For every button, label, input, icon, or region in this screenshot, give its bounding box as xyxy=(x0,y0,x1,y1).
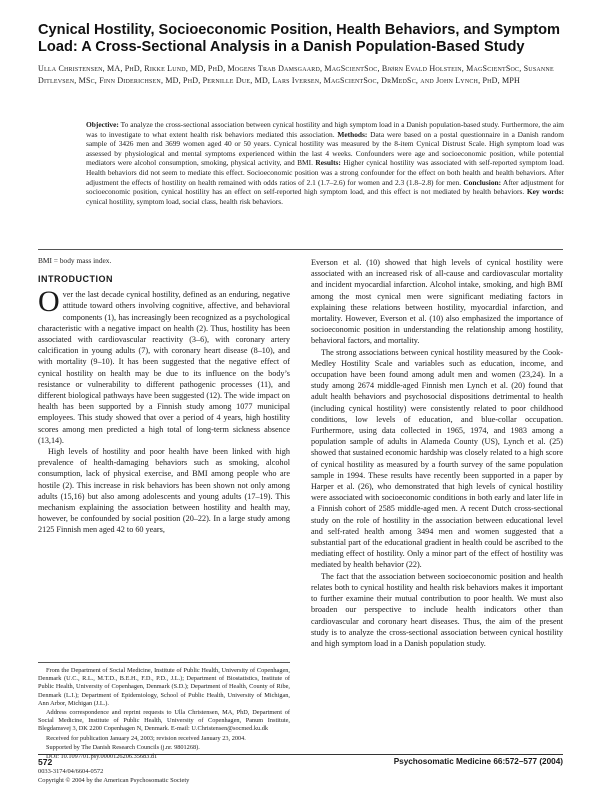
intro-paragraph-1-text: ver the last decade cynical hostility, defined as an enduring, negative attitude toward others involving cognitive, affective, and behavioral components (1), has increasingly been recognized as a psychological characteristic with a negative impact on health (2). Thus, hostility has been associated with cardiovascular reactivity (3–6), with coronary artery calcification in young adults (7), with coronary heart disease (8–10), and with mortality (9–10). It has been suggested that the negative effect of cynical hostility on health may be due to its influence on the body’s resistance or vulnerability to different pathogenic processes (11), and different biological pathways have been suggested (12). The wide impact on health has been supported by a Finnish study among 1077 municipal employees. This study showed that over a period of 4 years, high hostility scores among men predicted a high total of long-term sickness absence (13,14). xyxy=(38,290,290,445)
left-column xyxy=(38,270,290,536)
paper-title: Cynical Hostility, Socioeconomic Position, Health Behaviors, and Symptom Load: A Cross-Sectional Analysis in a Danish Population-Based Study xyxy=(38,22,560,55)
journal-citation: Psychosomatic Medicine 66:572–577 (2004) xyxy=(393,757,563,766)
page-number: 572 xyxy=(38,757,53,767)
right-paragraph-1: Everson et al. (10) showed that high levels of cynical hostility were associated with an increased risk of all-cause and cardiovascular mortality and incident myocardial infarction. Alcohol intake, smoking, and high BMI among the most cynical men were significant mediating factors in explaining these relations between hostility, myocardial infarction, and mortality. However, Everson et al. (10) also emphasized the importance of socioeconomic position in understanding the relationship among hostility, behavioral factors, and mortality. xyxy=(311,258,563,346)
abstract-conclusion-label: Conclusion: xyxy=(463,177,502,187)
intro-paragraph-2: High levels of hostility and poor health have been linked with high prevalence of health-damaging behaviors such as smoking, alcohol consumption, lack of physical exercise, and BMI among people who are hostile (2). This increase in risk behaviors has been shown not only among adults (15,16) but also among adolescents and young adults (17–19). This mechanism explaining the association between hostility and health may, however, be confounded by social position (20–22). In a large study among 2125 Finnish men aged 42 to 60 years, xyxy=(38,447,290,535)
author-list: Ulla Christensen, MA, PhD, Rikke Lund, MD, PhD, Mogens Trab Damsgaard, MagScientSoc, Bjørn Evald Holstein, MagScientSoc, Susanne Ditlevsen, MSc, Finn Diderichsen, MD, PhD, Pernille Due, MD, Lars Iversen, MagScientSoc, DrMedSc, and John Lynch, PhD, MPH xyxy=(38,64,554,85)
right-paragraph-3: The fact that the association between socioeconomic position and health relates both to cynical hostility and health risk behaviors makes it important to further examine their mutual contribution to poor health. We must also broaden our perspective to include health indicators other than cardiovascular and coronary heart diseases. Thus, the aim of the present study is to analyze the cross-sectional association between cynical hostility and high symptom load in a Danish population study. xyxy=(311,571,563,648)
copyright: Copyright © 2004 by the American Psychosomatic Society xyxy=(38,777,190,784)
footnote-received: Received for publication January 24, 2003; revision received January 23, 2004. xyxy=(46,734,246,742)
drop-cap: O xyxy=(38,285,60,319)
footnote-correspondence: Address correspondence and reprint requests to Ulla Christensen, MA, PhD, Department of Social Medicine, Institute of Public Health, University of Copenhagen, Panum Institute, Blegdamsvej 3, DK 2200 Copenhagen N, Denmark. E-mail: U.Christensen@socmed.ku.dk xyxy=(38,709,290,733)
abstract-results-label: Results: xyxy=(315,158,341,168)
abstract-divider xyxy=(38,249,563,250)
abstract-conclusion: After adjustment for socioeconomic position, cynical hostility has an effect on self-reported high symptom load, and this effect is not mediated by health behaviors. xyxy=(86,177,564,197)
right-paragraph-2: The strong associations between cynical hostility measured by the Cook-Medley Hostility Scale and variables such as education, income, and occupation have been found among adult men and women (23,24). In a study among 2674 middle-aged Finnish men Lynch et al. (20) found that adult health behaviors and psychosocial dispositions detrimental to health (including cynical hostility) were consistently related to poor childhood conditions, low levels of education, and blue-collar occupation. Furthermore, using data collected in 1965, 1974, and 1983 among a population sample of adults in Alameda County (US), Lynch et al. (25) showed that sustained economic hardship was closely related to a high score of cynical hostility as measured by a fourth survey of the same population sample in 1994. These results have recently been supported in a paper by Harper et al. (26), who demonstrated that high levels of cynical hostility were associated with socioeconomic conditions in both early and later life in a Finnish cohort of 2585 middle-aged men. A recent Dutch cross-sectional study on the role of hostility in the association between educational level and self-rated health among 3494 men and women suggested that a substantial part of the educational gradient in health could be ascribed to the mediating effect of hostility. Only a minor part of the effect of hostility was mediated by health behavior (22). xyxy=(311,347,563,570)
keywords: cynical hostility, symptom load, social class, health risk behaviors. xyxy=(86,196,283,206)
footnote-doi: DOI: 10.1097/01.psy.0000126206.35683.d1 xyxy=(46,753,158,761)
abstract-methods-label: Methods: xyxy=(337,129,368,139)
abbreviation-note: BMI = body mass index. xyxy=(38,256,112,265)
abstract-objective: To analyze the cross-sectional association between cynical hostility and high symptom load in a Danish population-based study. Furthermore, the aim was to investigate to what extent health risk behaviors mediated this association. xyxy=(86,120,564,139)
keywords-label: Key words: xyxy=(526,187,564,197)
abstract-methods: Data were based on a postal questionnaire in a Danish random sample of 3426 men and 3699 women aged 40 or 50 years. Cynical hostility was measured by the 8-item Cynical Distrust Scale. High symptom load was assessed by physiological and mental symptoms experienced within the last 4 weeks. Confounders were age and socioeconomic position, while potential mediators were alcohol consumption, smoking, physical activity, and BMI. xyxy=(86,129,564,168)
footnote-affiliation: From the Department of Social Medicine, Institute of Public Health, University of Copenhagen, Denmark (U.C., R.L., M.T.D., B.E.H., F.D., P.D., J.L.); Department of Biostatistics, Institute of Public Health, University of Copenhagen, Denmark (S.D.); Department of Health, County of Ribe, Denmark (L.I.); Department of Epidemiology, School of Public Health, University of Michigan, Ann Arbor, Michigan (J.L.). xyxy=(38,667,290,707)
footnotes xyxy=(38,662,290,762)
right-column xyxy=(311,257,563,649)
abstract-results: Higher cynical hostility was associated with self-reported symptom load. Health behaviors did not seem to mediate this effect. Socioeconomic position was a strong confounder for the effect on both health and health behaviors. After adjustment the effects of hostility on health remained with odds ratios of 2.1 (1.7–2.6) for women and 2.3 (1.8–2.8) for men. xyxy=(86,158,564,187)
footnote-divider xyxy=(38,662,290,663)
footnote-support: Supported by The Danish Research Councils (j.nr. 9801268). xyxy=(46,743,200,751)
issn: 0033-3174/04/6604-0572 xyxy=(38,768,104,775)
section-heading: INTRODUCTION xyxy=(38,274,113,284)
intro-paragraph-1 xyxy=(38,285,290,446)
abstract-objective-label: Objective: xyxy=(86,120,119,129)
abstract xyxy=(86,120,564,206)
footer-divider xyxy=(38,754,563,755)
